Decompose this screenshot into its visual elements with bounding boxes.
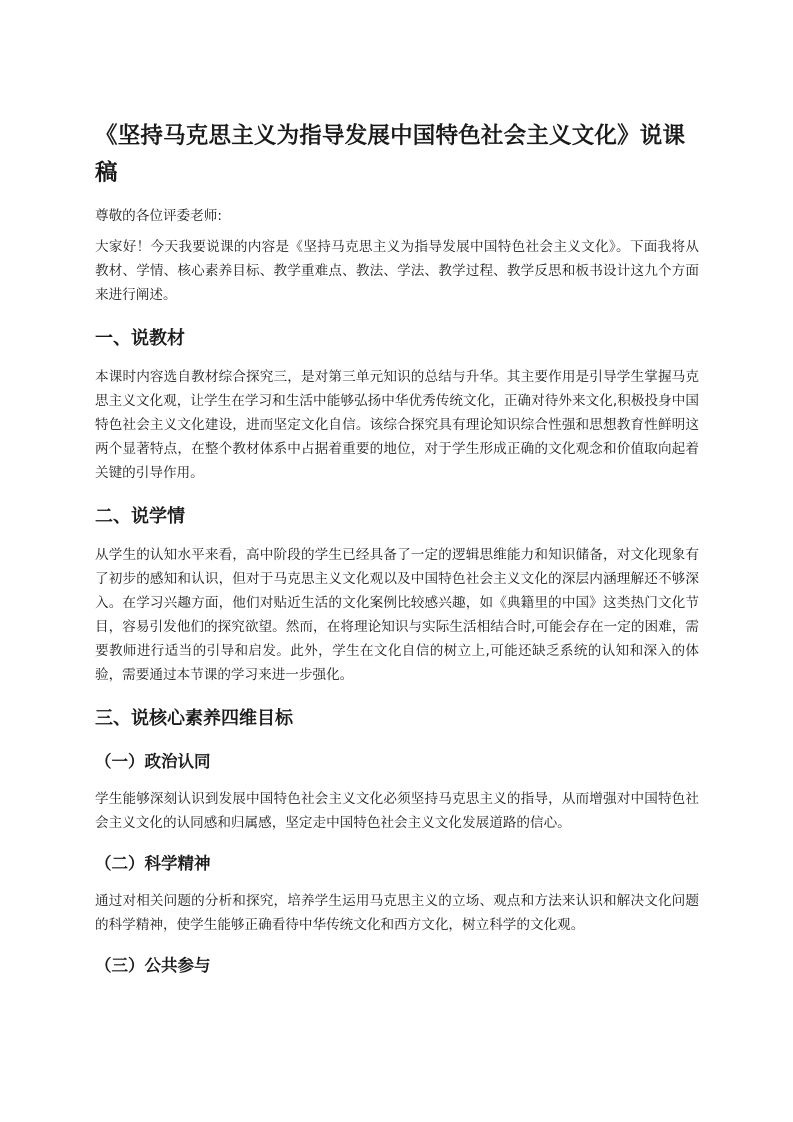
section-heading-textbook: 一、说教材 <box>95 328 185 349</box>
subsection-heading-scientific-spirit: （二）科学精神 <box>95 854 211 873</box>
section-body-student-analysis: 从学生的认知水平来看，高中阶段的学生已经具备了一定的逻辑思维能力和知识储备，对文化现象有了初步的感知和认识，但对于马克思主义文化观以及中国特色社会主义文化的深层内涵理解还不够深入。在学习兴趣方面，他们对贴近生活的文化案例比较感兴趣，如《典籍里的中国》这类热门文化节目，容易引发他们的探究欲望。然而，在将理论知识与实际生活相结合时,可能会存在一定的困难，需要教师进行适当的引导和启发。此外，学生在文化自信的树立上,可能还缺乏系统的认知和深入的体验，需要通过本节课的学习来进一步强化。 <box>95 547 699 683</box>
greeting-paragraph: 尊敬的各位评委老师: <box>95 208 222 224</box>
subsection-heading-public-participation: （三）公共参与 <box>95 956 211 975</box>
subsection-body-political-identity: 学生能够深刻认识到发展中国特色社会主义文化必须坚持马克思主义的指导，从而增强对中国特色社会主义文化的认同感和归属感，坚定走中国特色社会主义文化发展道路的信心。 <box>95 791 699 831</box>
document-page <box>95 118 699 991</box>
subsection-heading-political-identity: （一）政治认同 <box>95 752 211 771</box>
section-heading-student-analysis: 二、说学情 <box>95 506 185 527</box>
section-body-textbook: 本课时内容选自教材综合探究三，是对第三单元知识的总结与升华。其主要作用是引导学生掌握马克思主义文化观，让学生在学习和生活中能够弘扬中华优秀传统文化，正确对待外来文化,积极投身中国特色社会主义文化建设，进而坚定文化自信。该综合探究具有理论知识综合性强和思想教育性鲜明这两个显著特点，在整个教材体系中占据着重要的地位，对于学生形成正确的文化观念和价值取向起着关键的引导作用。 <box>95 369 699 481</box>
intro-paragraph: 大家好！今天我要说课的内容是《坚持马克思主义为指导发展中国特色社会主义文化》。下面我将从教材、学情、核心素养目标、教学重难点、教法、学法、教学过程、教学反思和板书设计这九个方面来进行阐述。 <box>95 239 699 303</box>
subsection-body-scientific-spirit: 通过对相关问题的分析和探究，培养学生运用马克思主义的立场、观点和方法来认识和解决文化问题的科学精神，使学生能够正确看待中华传统文化和西方文化，树立科学的文化观。 <box>95 893 699 933</box>
section-heading-core-goals: 三、说核心素养四维目标 <box>95 708 293 729</box>
document-title: 《坚持马克思主义为指导发展中国特色社会主义文化》说课稿 <box>95 123 686 186</box>
